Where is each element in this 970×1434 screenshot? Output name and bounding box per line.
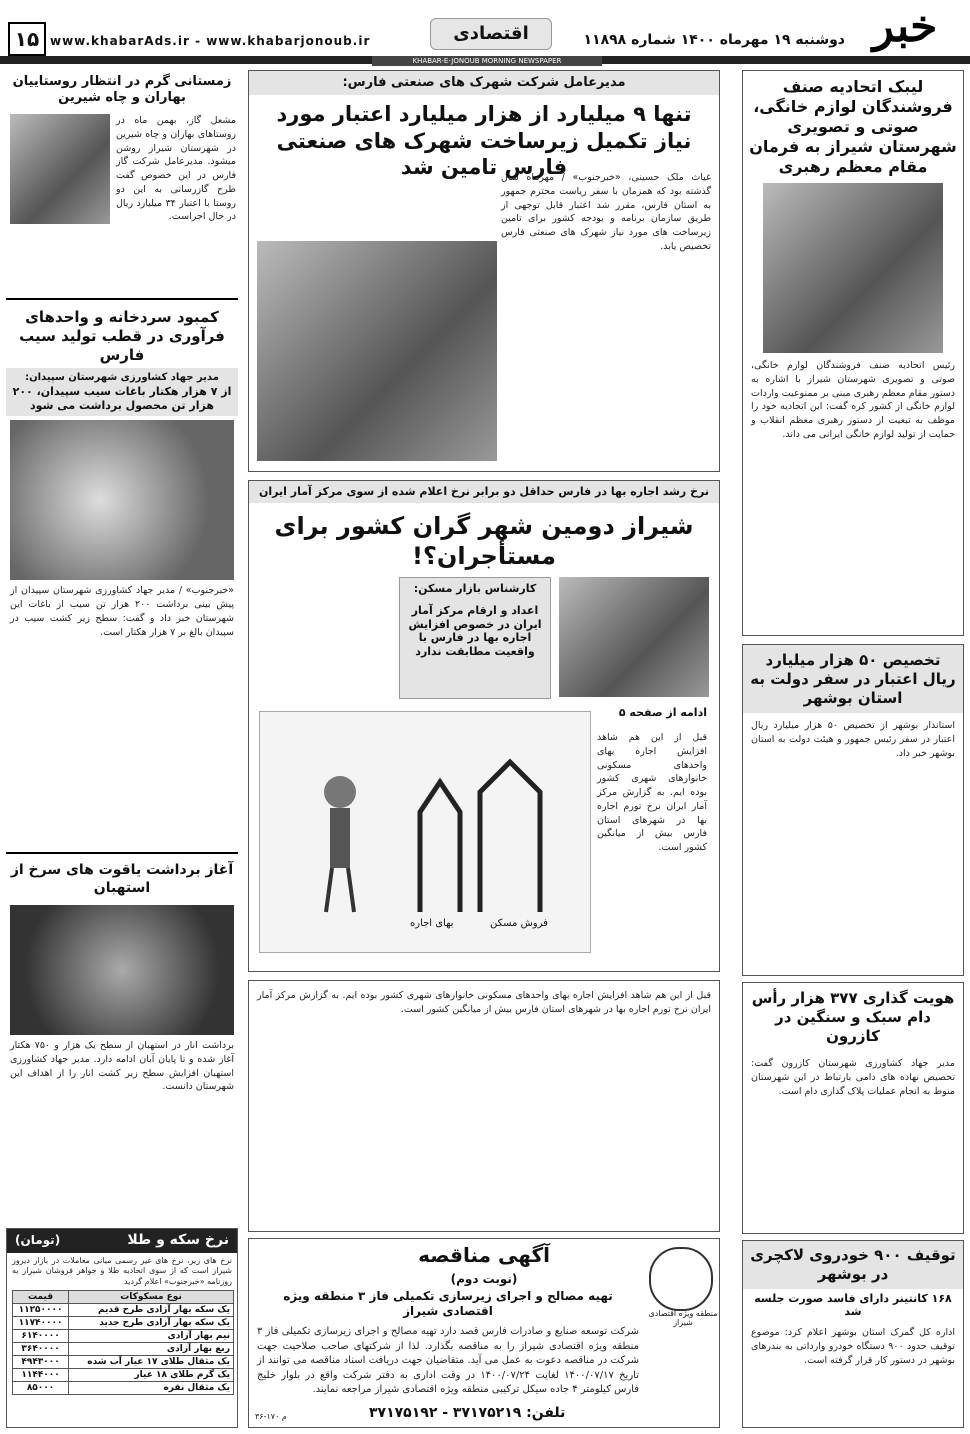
gold-price-table — [6, 1228, 238, 1428]
zone-logo-icon — [649, 1247, 713, 1311]
cartoon — [259, 711, 591, 953]
coin-price: ۱۱۷۴۰۰۰۰ — [13, 1317, 69, 1330]
pomegranate-photo — [10, 905, 234, 1035]
phone-label: تلفن: — [526, 1405, 566, 1421]
column-header: نوع مسکوکات — [69, 1291, 234, 1304]
coin-price: ۱۱۲۵۰۰۰۰ — [13, 1304, 69, 1317]
coin-name: یک مثقال نقره — [69, 1382, 234, 1395]
article-kicker: مدیرعامل شرکت شهرک های صنعتی فارس: — [249, 71, 719, 95]
article-gas-villages — [6, 70, 238, 295]
coin-price: ۶۱۴۰۰۰۰ — [13, 1330, 69, 1343]
article-title: تخصیص ۵۰ هزار میلیارد ریال اعتبار در سفر دولت به استان بوشهر — [743, 645, 963, 713]
article-title: زمستانی گرم در انتظار روستاییان بهاران و چاه شیرین — [12, 74, 232, 106]
coin-price: ۸۵۰۰۰ — [13, 1382, 69, 1395]
divider — [6, 298, 238, 300]
quote-text: اعداد و ارقام مرکز آمار ایران در خصوص افزایش اجاره بها در فارس با واقعیت مطابقت ندارد — [408, 603, 542, 658]
expert-photo — [559, 577, 709, 697]
cartoon-label-rent: بهای اجاره — [410, 918, 454, 929]
article-appliance-union — [742, 70, 964, 636]
article-livestock-tagging — [742, 982, 964, 1234]
article-body: رئیس اتحادیه صنف فروشندگان لوازم خانگی، صوتی و تصویری شهرستان شیراز با اشاره به دستور مقام معظم رهبری مبنی بر ممنوعیت واردات لوازم خانگی از کشور کره گفت: این اتحادیه خود را موظف به تبعیت از دستور رهبری معظم انقلاب و حمایت از تولید لوازم خانگی ایرانی می داند. — [751, 360, 955, 440]
quote-label: کارشناس بازار مسکن: — [413, 582, 537, 595]
tender-round: (نوبت دوم) — [450, 1272, 518, 1286]
article-car-seizure — [742, 1240, 964, 1428]
continued-label: ادامه از صفحه ۵ — [618, 706, 707, 719]
band-text: KHABAR-E-JONOUB MORNING NEWSPAPER — [372, 56, 602, 66]
article-pomegranate-harvest — [6, 858, 238, 1218]
article-body: استاندار بوشهر از تخصیص ۵۰ هزار میلیارد ریال اعتبار در سفر رئیس جمهور و هیئت دولت به استان بوشهر خبر داد. — [751, 720, 955, 759]
tender-body: شرکت توسعه صنایع و صادرات فارس قصد دارد تهیه مصالح و اجرای زیرسازی تکمیلی فاز ۳ منطقه ویژه اقتصادی شیراز را به مناقصه بگذارد. لذا از شرکتهای صاحب صلاحیت جهت شرکت در مناقصه دعوت به عمل می آید. متقاضیان جهت دریافت اسناد مناقصه می توانند از تاریخ ۱۴۰۰/۰۷/۱۷ لغایت ۱۴۰۰/۰۷/۲۴ در وقت اداری به دفتر شرکت واقع در بلوار خلیج فارس کیلومتر ۴ جاده سیکل ترکیبی منطقه ویژه اقتصادی شیراز مراجعه نمایند. — [257, 1326, 639, 1395]
coin-name: یک مثقال طلای ۱۷ عیار آب شده — [69, 1356, 234, 1369]
article-body: «خبرجنوب» / مدیر جهاد کشاورزی شهرستان سپیدان از پیش بینی برداشت ۲۰۰ هزار تن سیب از باغات این شهرستان خبر داد و گفت: سطح زیر کشت سیب در سپیدان بالغ بر ۷ هزار هکتار است. — [10, 585, 234, 638]
website-links[interactable]: www.khabarAds.ir - www.khabarjonoub.ir — [50, 34, 371, 48]
apple-photo — [10, 420, 234, 580]
article-title: توقیف ۹۰۰ خودروی لاکچری در بوشهر — [743, 1241, 963, 1289]
article-title: هویت گذاری ۳۷۷ هزار رأس دام سبک و سنگین در کازرون — [751, 989, 955, 1045]
table-unit: (تومان) — [15, 1233, 61, 1247]
table-header-band — [7, 1229, 237, 1253]
article-body: مدیر جهاد کشاورزی شهرستان کازرون گفت: تخصیص نهاده های دامی بارتباط در این شهرستان منوط به انجام عملیات پلاک گذاری دام است. — [751, 1058, 955, 1097]
phone-numbers: ۳۷۱۷۵۲۱۹ - ۳۷۱۷۵۱۹۲ — [369, 1405, 522, 1421]
article-title: تنها ۹ میلیارد از هزار میلیارد اعتبار مورد نیاز تکمیل زیرساخت شهرک های صنعتی فارس تامین شد — [276, 102, 692, 179]
page-number: ۱۵ — [8, 22, 46, 56]
coin-name: ربع بهار آزادی — [69, 1343, 234, 1356]
article-title: شیراز دومین شهر گران کشور برای مستأجران؟! — [274, 511, 694, 570]
table-row — [13, 1317, 234, 1330]
table-row — [13, 1356, 234, 1369]
left-column — [6, 70, 238, 1428]
table-row — [13, 1343, 234, 1356]
table-intro: نرخ های زیر، نرخ های غیر رسمی میانی معاملات در بازار دیروز شیراز است که از سوی اتحادیه طلا و جواهر فروشان شیراز به روزنامه «خبرجنوب» اعلام گردید — [12, 1256, 232, 1286]
table-row — [13, 1369, 234, 1382]
coin-price: ۱۱۴۴۰۰۰ — [13, 1369, 69, 1382]
article-body: مشعل گاز، بهمن ماه در روستاهای بهاران و چاه شیرین در شهرستان شیراز روشن میشود. مدیرعامل شرکت گاز فارس در این خصوص گفت طرح گازرسانی به این دو روستا با اعتبار ۳۴ میلیارد ریال در حال اجراست. — [116, 115, 236, 223]
table-row — [13, 1304, 234, 1317]
ceo-photo — [257, 241, 497, 461]
right-column — [742, 70, 964, 1428]
article-title: آغاز برداشت یاقوت های سرخ از استهبان — [10, 862, 234, 896]
coin-name: یک گرم طلای ۱۸ عیار — [69, 1369, 234, 1382]
tender-subtitle: تهیه مصالح و اجرای زیرسازی تکمیلی فاز ۳ منطقه ویژه اقتصادی شیراز — [283, 1289, 613, 1318]
article-body: غیاث ملک حسینی، «خبرجنوب» / مهرماه سال گذشته بود که همزمان با سفر ریاست محترم جمهور به استان فارس، مقرر شد اعتبار قابل توجهی از طریق سازمان برنامه و بودجه کشور برای تامین زیرساخت های مورد نیاز شهرک های صنعتی فارس تخصیص یابد. — [501, 172, 711, 252]
portrait-photo — [763, 183, 943, 353]
section-label: اقتصادی — [430, 18, 552, 50]
article-lead: از ۷ هزار هکتار باغات سیب سپیدان، ۲۰۰ هزار تن محصول برداشت می شود — [12, 384, 232, 412]
coin-name: نیم بهار آزادی — [69, 1330, 234, 1343]
article-body: قبل از این هم شاهد افزایش اجاره بهای واحدهای مسکونی خانوارهای شهری کشور بوده ایم. به گزارش مرکز آمار ایران نرخ تورم اجاره بها در شهرهای استان فارس بیش از میانگین کشور است. — [257, 990, 711, 1015]
article-apple-storage — [6, 304, 238, 849]
cartoon-label-sale: فروش مسکن — [490, 918, 548, 929]
article-body: اداره کل گمرک استان بوشهر اعلام کرد: موضوع توقیف حدود ۹۰۰ دستگاه خودرو وارداتی به بندرهای بوشهر در دستور کار قرار گرفته است. — [751, 1327, 955, 1366]
newspaper-logo: خبر — [872, 1, 938, 52]
tender-ad — [248, 1238, 720, 1428]
quote-box — [399, 577, 551, 699]
official-photo — [10, 114, 110, 224]
article-subtitle: ۱۶۸ کانتینر دارای فاسد صورت جلسه شد — [754, 1291, 952, 1319]
middle-column — [248, 70, 720, 1428]
article-body: قبل از این هم شاهد افزایش اجاره بهای واحدهای مسکونی خانوارهای شهری کشور بوده ایم. به گزارش مرکز آمار ایران نرخ تورم اجاره بها در شهرهای استان فارس بیش از میانگین کشور است. — [597, 732, 707, 854]
issue-date: دوشنبه ۱۹ مهرماه ۱۴۰۰ شماره ۱۱۸۹۸ — [583, 32, 845, 48]
coin-name: یک سکه بهار آزادی طرح جدید — [69, 1317, 234, 1330]
tender-phone[interactable] — [369, 1405, 565, 1421]
cartoon-illustration — [260, 712, 590, 952]
table-row — [13, 1382, 234, 1395]
coin-price: ۳۶۴۰۰۰۰ — [13, 1343, 69, 1356]
masthead — [0, 0, 970, 58]
article-industrial-parks — [248, 70, 720, 472]
article-rent-continued — [248, 980, 720, 1232]
article-title: کمبود سردخانه و واحدهای فرآوری در قطب تولید سیب فارس — [19, 308, 225, 364]
article-body: برداشت انار در استهبان از سطح یک هزار و ۷۵۰ هکتار آغاز شده و تا پایان آبان ادامه دارد. مدیر جهاد کشاورزی استهبان افزایش سطح زیر کشت انار را از اهداف این شهرستان دانست. — [10, 1040, 235, 1093]
price-table — [12, 1290, 234, 1395]
article-title: لیبک اتحادیه صنف فروشندگان لوازم خانگی، صوتی و تصویری شهرستان شیراز به فرمان مقام معظم رهبری — [749, 77, 957, 176]
table-title: نرخ سکه و طلا — [127, 1232, 229, 1248]
coin-name: یک سکه بهار آزادی طرح قدیم — [69, 1304, 234, 1317]
article-kicker: مدیر جهاد کشاورزی شهرستان سپیدان: — [25, 372, 219, 384]
ad-code: م ۱۷۰-۳۶ — [255, 1412, 287, 1421]
article-rent-shiraz — [248, 480, 720, 972]
table-row — [13, 1330, 234, 1343]
article-bushehr-credit — [742, 644, 964, 976]
coin-price: ۴۹۴۳۰۰۰ — [13, 1356, 69, 1369]
column-header: قیمت — [13, 1291, 69, 1304]
kicker-box — [6, 368, 238, 416]
logo-caption: منطقه ویژه اقتصادی شیراز — [648, 1309, 718, 1327]
tender-title: آگهی مناقصه — [418, 1243, 550, 1267]
article-kicker: نرخ رشد اجاره بها در فارس حداقل دو برابر نرخ اعلام شده از سوی مرکز آمار ایران — [249, 481, 719, 503]
divider — [6, 852, 238, 854]
